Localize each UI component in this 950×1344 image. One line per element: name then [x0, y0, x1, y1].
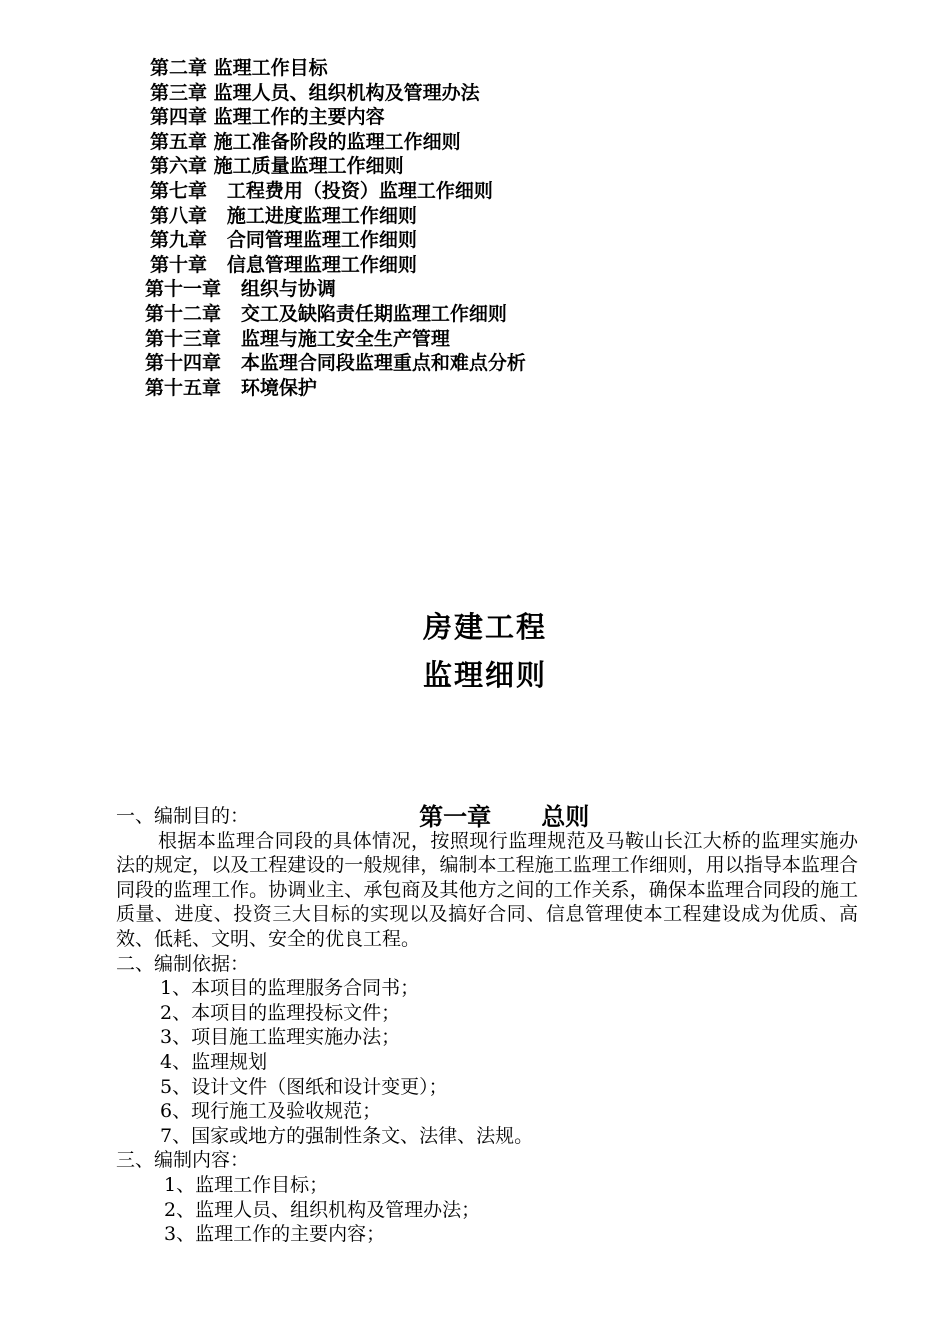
list-item: 6、现行施工及验收规范；	[160, 1100, 382, 1123]
toc-item: 第六章 施工质量监理工作细则	[150, 155, 404, 178]
section-heading-content: 三、编制内容：	[116, 1149, 250, 1172]
table-of-contents	[0, 56, 950, 400]
toc-item: 第二章 监理工作目标	[150, 57, 328, 79]
purpose-paragraph: 根据本监理合同段的具体情况，按照现行监理规范及马鞍山长江大桥的监理实施办法的规定，以及工程建设的一般规律，编制本工程施工监理工作细则，用以指导本监理合同段的监理工作。协调业主、承包商及其他方之间的工作关系，确保本监理合同段的施工质量、进度、投资三大目标的实现以及搞好合同、信息管理使本工程建设成为优质、高效、低耗、文明、安全的优良工程。	[116, 829, 858, 950]
toc-item: 第九章 合同管理监理工作细则	[150, 229, 417, 252]
toc-item: 第十二章 交工及缺陷责任期监理工作细则	[145, 302, 507, 325]
list-item: 7、国家或地方的强制性条文、法律、法规。	[160, 1124, 534, 1147]
toc-item: 第四章 监理工作的主要内容	[150, 106, 385, 129]
toc-item: 第八章 施工进度监理工作细则	[150, 204, 417, 227]
list-item: 1、监理工作目标；	[164, 1173, 329, 1196]
section-heading-basis: 二、编制依据：	[116, 952, 250, 975]
list-item: 2、监理人员、组织机构及管理办法；	[164, 1198, 481, 1221]
list-item: 2、本项目的监理投标文件；	[160, 1001, 401, 1024]
document-title	[0, 603, 950, 699]
chapter-heading-text: 第一章 总则	[419, 803, 590, 831]
toc-item: 第十一章 组织与协调	[145, 278, 336, 301]
list-item: 1、本项目的监理服务合同书；	[160, 977, 420, 1000]
toc-item: 第十章 信息管理监理工作细则	[150, 253, 417, 276]
list-item: 3、项目施工监理实施办法；	[160, 1026, 401, 1049]
toc-item: 第十五章 环境保护	[145, 376, 317, 399]
list-item: 5、设计文件（图纸和设计变更）；	[160, 1075, 448, 1098]
title-line-2: 监理细则	[422, 658, 547, 692]
toc-item: 第三章 监理人员、组织机构及管理办法	[150, 81, 480, 104]
section-heading-purpose: 一、编制目的：	[116, 805, 250, 827]
chapter-body	[116, 804, 858, 1247]
toc-item: 第十三章 监理与施工安全生产管理	[145, 327, 450, 350]
list-item: 4、监理规划	[160, 1050, 268, 1073]
toc-item: 第五章 施工准备阶段的监理工作细则	[150, 130, 461, 153]
toc-item: 第十四章 本监理合同段监理重点和难点分析	[145, 352, 526, 375]
list-item: 3、监理工作的主要内容；	[164, 1223, 386, 1246]
toc-item: 第七章 工程费用（投资）监理工作细则	[150, 179, 493, 202]
title-line-1: 房建工程	[422, 610, 547, 644]
